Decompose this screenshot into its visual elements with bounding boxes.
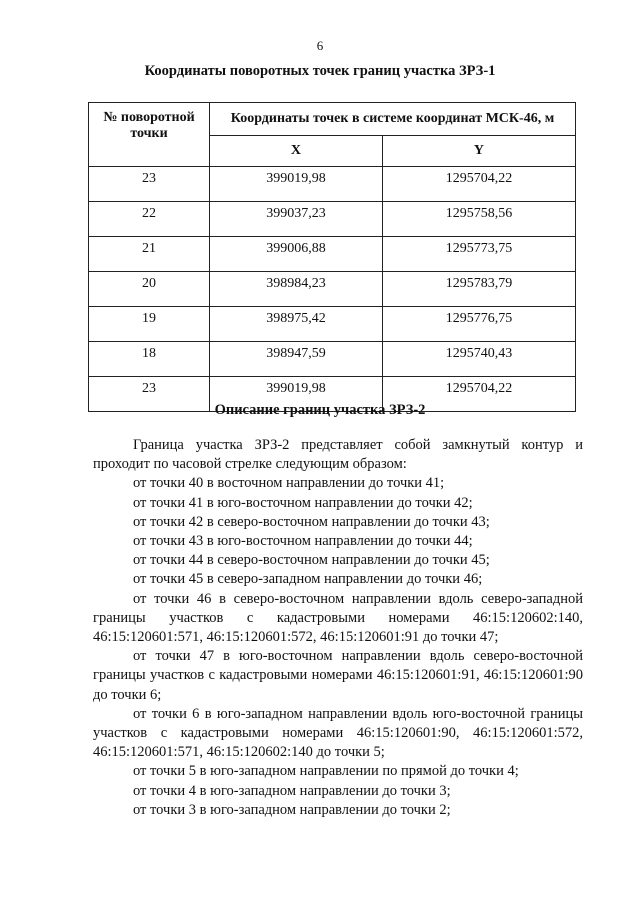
list-item: от точки 3 в юго-западном направлении до точки 2; <box>133 801 451 818</box>
list-item: от точки 43 в юго-восточном направлении до точки 44; <box>133 533 473 550</box>
cell-point: 23 <box>89 377 210 412</box>
table-row <box>89 272 576 307</box>
cell-x: 398947,59 <box>210 342 383 377</box>
cell-y: 1295704,22 <box>382 377 575 412</box>
intro-paragraph: Граница участка ЗРЗ-2 представляет собой замкнутый контур и проходит по часовой стрелке следующим образом: <box>93 437 583 473</box>
coordinates-table <box>88 102 576 412</box>
header-y: Y <box>382 136 575 167</box>
cell-y: 1295704,22 <box>382 167 575 202</box>
table-row <box>89 342 576 377</box>
cell-y: 1295758,56 <box>382 202 575 237</box>
cell-x: 399006,88 <box>210 237 383 272</box>
cell-x: 399019,98 <box>210 377 383 412</box>
cell-y: 1295776,75 <box>382 307 575 342</box>
cell-y: 1295773,75 <box>382 237 575 272</box>
cell-x: 398984,23 <box>210 272 383 307</box>
cell-y: 1295783,79 <box>382 272 575 307</box>
section-title: Описание границ участка ЗРЗ-2 <box>214 402 426 418</box>
cell-y: 1295740,43 <box>382 342 575 377</box>
table-row <box>89 202 576 237</box>
page-number: 6 <box>316 38 324 53</box>
list-item: от точки 45 в северо-западном направлении до точки 46; <box>133 571 483 588</box>
list-item: от точки 41 в юго-восточном направлении до точки 42; <box>133 494 473 511</box>
header-coordinate-system: Координаты точек в системе координат МСК-46, м <box>210 103 576 136</box>
cell-point: 23 <box>89 167 210 202</box>
boundary-description <box>93 436 583 820</box>
table-row <box>89 307 576 342</box>
cell-point: 20 <box>89 272 210 307</box>
list-item: от точки 5 в юго-западном направлении по прямой до точки 4; <box>133 763 519 780</box>
cell-point: 21 <box>89 237 210 272</box>
cell-point: 18 <box>89 342 210 377</box>
header-x: X <box>210 136 383 167</box>
header-point-number: № поворотной точки <box>89 103 210 167</box>
list-item: от точки 44 в северо-восточном направлении до точки 45; <box>133 552 490 569</box>
table-row <box>89 167 576 202</box>
table-title: Координаты поворотных точек границ участка ЗРЗ-1 <box>144 63 496 79</box>
list-item: от точки 40 в восточном направлении до точки 41; <box>133 475 445 492</box>
list-item: от точки 47 в юго-восточном направлении вдоль северо-восточной границы участков с кадастровыми номерами 46:15:120601:91, 46:15:120601:90 до точки 6; <box>93 648 583 703</box>
cell-point: 19 <box>89 307 210 342</box>
table-row <box>89 237 576 272</box>
list-item: от точки 42 в северо-восточном направлении до точки 43; <box>133 513 490 530</box>
cell-x: 399019,98 <box>210 167 383 202</box>
cell-x: 398975,42 <box>210 307 383 342</box>
list-item: от точки 46 в северо-восточном направлении вдоль северо-западной границы участков с кадастровыми номерами 46:15:120602:140, 46:15:120601:571, 46:15:120601:572, 46:15:120601:91 до точки 47; <box>93 590 583 646</box>
cell-x: 399037,23 <box>210 202 383 237</box>
list-item: от точки 4 в юго-западном направлении до точки 3; <box>133 782 451 799</box>
list-item: от точки 6 в юго-западном направлении вдоль юго-восточной границы участков с кадастровыми номерами 46:15:120601:90, 46:15:120601:572, 46:15:120601:571, 46:15:120602:140 до точки 5; <box>93 705 583 761</box>
cell-point: 22 <box>89 202 210 237</box>
